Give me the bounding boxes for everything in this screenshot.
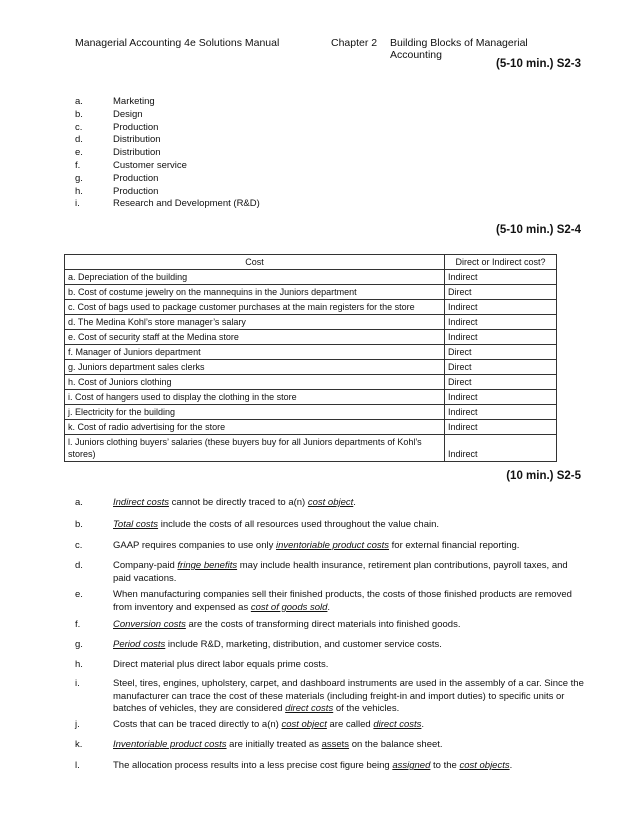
list-item: c. Production bbox=[75, 121, 159, 133]
list-item: f. Customer service bbox=[75, 159, 187, 171]
table-row: h. Cost of Juniors clothing Direct bbox=[65, 375, 557, 390]
list-item: a. Indirect costs cannot be directly traced to a(n) cost object. bbox=[75, 497, 356, 508]
table-header-row bbox=[65, 255, 557, 270]
list-item: g. Period costs include R&D, marketing, distribution, and customer service costs. bbox=[75, 639, 442, 650]
table-row: d. The Medina Kohl’s store manager’s salary Indirect bbox=[65, 315, 557, 330]
list-item: j. Costs that can be traced directly to a(n) cost object are called direct costs. bbox=[75, 719, 425, 730]
list-item: d. Company-paid fringe benefits may include health insurance, retirement plan contributions, payroll taxes, and paid vacations. bbox=[75, 560, 568, 584]
s2-3-heading: (5-10 min.) S2-3 bbox=[496, 58, 581, 70]
list-item: b. Total costs include the costs of all resources used throughout the value chain. bbox=[75, 519, 440, 530]
table-row: f. Manager of Juniors department Direct bbox=[65, 345, 557, 360]
list-item: i. Steel, tires, engines, upholstery, carpet, and dashboard instruments are used in the assembly of a car. Since the manufacturer can trace the cost of these materials (including freight-in and import duties) to specific units or batches of vehicles, they are considered direct costs of the vehicles. bbox=[75, 678, 584, 715]
list-item: c. GAAP requires companies to use only inventoriable product costs for external financial reporting. bbox=[75, 540, 520, 551]
s2-5-heading: (10 min.) S2-5 bbox=[506, 470, 581, 482]
s2-4-heading: (5-10 min.) S2-4 bbox=[496, 224, 581, 236]
list-item: d. Distribution bbox=[75, 134, 161, 146]
table-row: e. Cost of security staff at the Medina store Indirect bbox=[65, 330, 557, 345]
list-item: b. Design bbox=[75, 108, 143, 120]
list-item: h. Production bbox=[75, 185, 159, 197]
book-title: Managerial Accounting 4e Solutions Manual bbox=[75, 37, 280, 49]
table-row: i. Cost of hangers used to display the clothing in the store Indirect bbox=[65, 390, 557, 405]
table-row: l. Juniors clothing buyers’ salaries (these buyers buy for all Juniors departments of Kohl’s stores) Indirect bbox=[65, 435, 557, 462]
cost-table bbox=[64, 254, 557, 462]
table-row: b. Cost of costume jewelry on the mannequins in the Juniors department Direct bbox=[65, 285, 557, 300]
list-item: g. Production bbox=[75, 172, 159, 184]
list-item: l. The allocation process results into a less precise cost figure being assigned to the cost objects. bbox=[75, 760, 513, 771]
s2-3-list bbox=[75, 96, 260, 211]
chapter-title: Building Blocks of Managerial Accounting bbox=[390, 37, 528, 61]
column-header-cost: Cost bbox=[65, 255, 445, 270]
table-row: a. Depreciation of the building Indirect bbox=[65, 270, 557, 285]
table-row: c. Cost of bags used to package customer purchases at the main registers for the store Indirect bbox=[65, 300, 557, 315]
list-item: f. Conversion costs are the costs of transforming direct materials into finished goods. bbox=[75, 619, 461, 630]
list-item: h. Direct material plus direct labor equals prime costs. bbox=[75, 659, 329, 670]
column-header-type: Direct or Indirect cost? bbox=[445, 255, 557, 270]
list-item: e. When manufacturing companies sell their finished products, the costs of those finished products are removed from inventory and expensed as cost of goods sold. bbox=[75, 589, 572, 613]
list-item: e. Distribution bbox=[75, 147, 161, 159]
list-item: k. Inventoriable product costs are initially treated as assets on the balance sheet. bbox=[75, 739, 443, 750]
list-item: a. Marketing bbox=[75, 96, 155, 107]
table-row: k. Cost of radio advertising for the store Indirect bbox=[65, 420, 557, 435]
chapter-label: Chapter 2 bbox=[331, 37, 378, 49]
table-row: g. Juniors department sales clerks Direct bbox=[65, 360, 557, 375]
list-item: i. Research and Development (R&D) bbox=[75, 198, 260, 210]
table-row: j. Electricity for the building Indirect bbox=[65, 405, 557, 420]
